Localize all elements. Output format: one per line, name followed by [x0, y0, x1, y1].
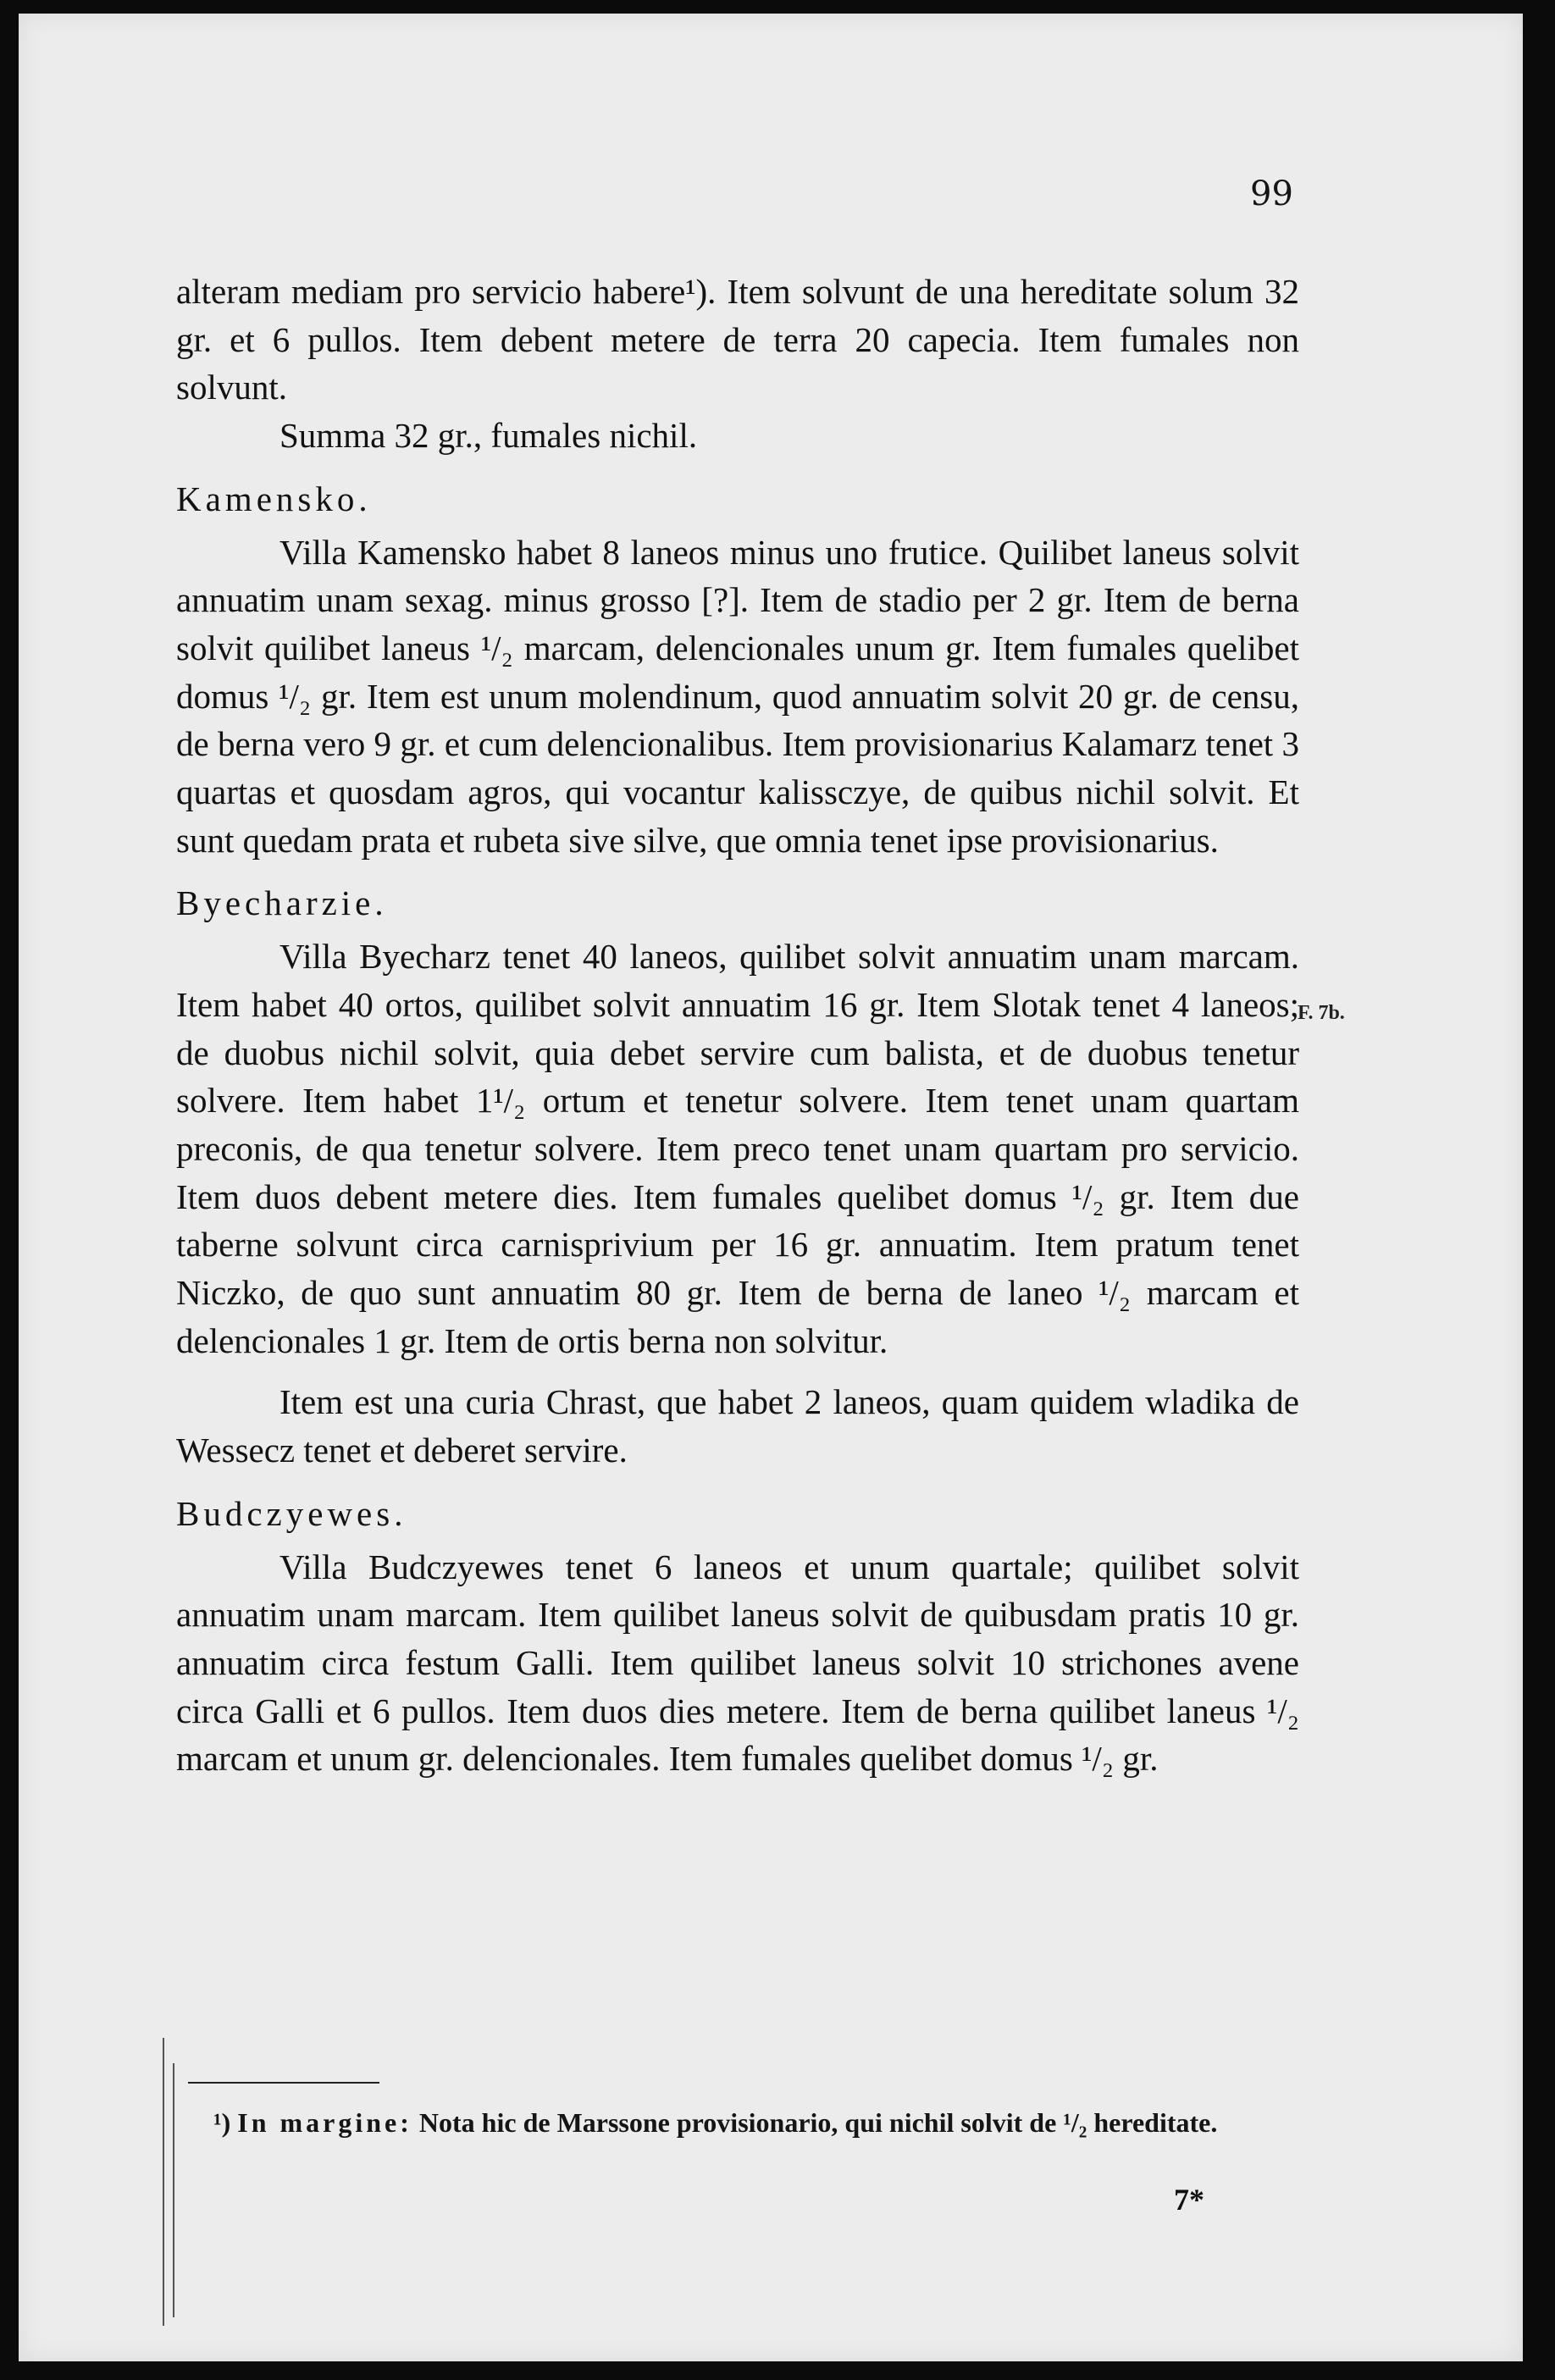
binding-edge-line [173, 2063, 174, 2317]
paragraph-continued: alteram mediam pro servicio habere¹). Item solvunt de una hereditate solum 32 gr. et 6 pullos. Item debent metere de terra 20 capecia. Item fumales non solvunt. [176, 272, 1299, 407]
heading-budczyewes: Budczyewes. [176, 1493, 407, 1533]
margin-folio-note: F. 7b. [1298, 1002, 1345, 1024]
body-text [176, 268, 1299, 1783]
footnote [213, 2104, 1291, 2141]
footnote-marker: ¹) [213, 2107, 231, 2138]
page-number: 99 [1250, 174, 1293, 213]
paragraph-byecharzie: Villa Byecharz tenet 40 laneos, quilibet solvit annuatim unam marcam. Item habet 40 ortos, quilibet solvit annuatim 16 gr. Item Slotak tenet 4 laneos; de duobus nichil solvit, quia debet servire cum balista, et de duobus tenetur solvere. Item habet 1¹/₂ ortum et tenetur solvere. Item tenet unam quartam preconis, de qua tenetur solvere. Item preco tenet unam quartam pro servicio. Item duos debent metere dies. Item fumales quelibet domus ¹/₂ gr. Item due taberne solvunt circa carnisprivium per 16 gr. annuatim. Item pratum tenet Niczko, de quo sunt annuatim 80 gr. Item de berna de laneo ¹/₂ marcam et delencionales 1 gr. Item de ortis berna non solvitur. [176, 937, 1299, 1360]
summa-line: Summa 32 gr., fumales nichil. [279, 416, 698, 456]
binding-edge-line [163, 2038, 164, 2326]
paragraph-kamensko: Villa Kamensko habet 8 laneos minus uno frutice. Quilibet laneus solvit annuatim unam sexag. minus grosso [?]. Item de stadio per 2 gr. Item de berna solvit quilibet laneus ¹/₂ marcam, delencionales unum gr. Item fumales quelibet domus ¹/₂ gr. Item est unum molendinum, quod annuatim solvit 20 gr. de censu, de berna vero 9 gr. et cum delencionalibus. Item provisionarius Kalamarz tenet 3 quartas et quosdam agros, qui vocantur kalissczye, de quibus nichil solvit. Et sunt quedam prata et rubeta sive silve, que omnia tenet ipse provisionarius. [176, 532, 1299, 860]
paragraph-budczyewes: Villa Budczyewes tenet 6 laneos et unum quartale; quilibet solvit annuatim unam marcam. Item quilibet laneus solvit de quibusdam pratis 10 gr. annuatim circa festum Galli. Item quilibet laneus solvit 10 strichones avene circa Galli et 6 pullos. Item duos dies metere. Item de berna quilibet laneus ¹/₂ marcam et unum gr. delencionales. Item fumales quelibet domus ¹/₂ gr. [176, 1547, 1299, 1779]
footnote-label: In margine: [237, 2107, 412, 2138]
heading-byecharzie: Byecharzie. [176, 883, 388, 923]
footnote-text: Nota hic de Marssone provisionario, qui nichil solvit de ¹/₂ hereditate. [418, 2107, 1218, 2138]
footnote-rule [188, 2082, 379, 2084]
signature-mark: 7* [1174, 2183, 1204, 2217]
page [19, 14, 1523, 2361]
heading-kamensko: Kamensko. [176, 479, 372, 518]
paragraph-chrast: Item est una curia Chrast, que habet 2 laneos, quam quidem wladika de Wessecz tenet et deberet servire. [176, 1382, 1299, 1470]
